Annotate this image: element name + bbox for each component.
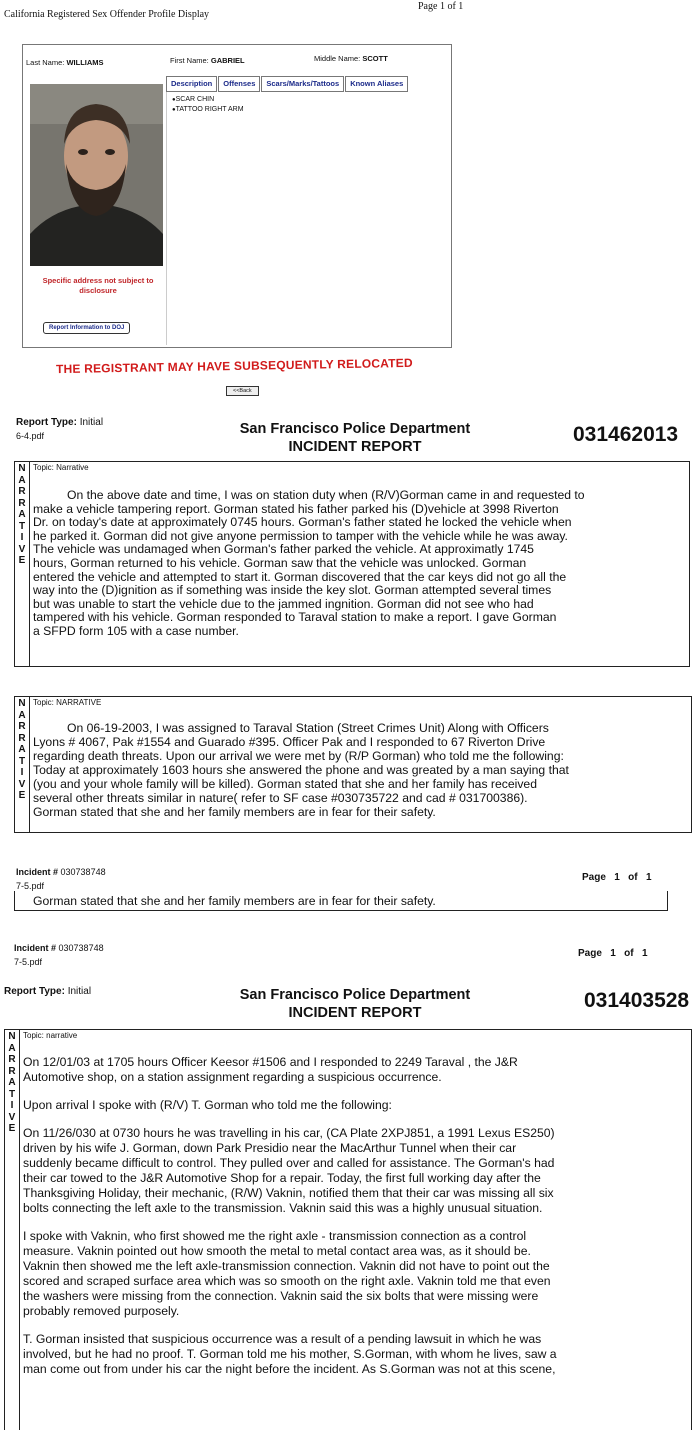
narrative-line: suddenly became difficult to control. They pulled over and called for assistance. The Gorman's had [23,1156,555,1170]
narrative-line: The vehicle was undamaged when Gorman's father parked the vehicle. At approximatly 1745 [33,542,534,557]
narrative-line: several other threats similar in nature( refer to SF case #030735722 and cad # 031700386). [33,791,528,805]
narrative-line: their car towed to the J&R Automotive Shop for a repair. Today, the first full working day after the [23,1171,541,1185]
narrative-line: On the above date and time, I was on station duty when (R/V)Gorman came in and requested to [67,488,585,502]
narrative-box [14,461,690,667]
description-panel [166,92,452,345]
narrative-line: Today at approximately 1603 hours she answered the phone and was greated by a man saying that [33,763,569,777]
narrative-line: driven by his wife J. Gorman, down Park Presidio near the MacArthur Tunnel when their car [23,1141,517,1155]
narrative-box-2 [14,696,692,833]
department-name: San Francisco Police Department [239,421,471,437]
narrative-line: Upon arrival I spoke with (R/V) T. Gorman who told me the following: [23,1098,392,1112]
address-note: Specific address not subject to disclosure [42,276,154,295]
narrative-line: way into the (D)ignition as if something was inside the key slot. Gorman attempted several times [33,583,552,598]
narrative-line: hours, Gorman returned to his vehicle. Gorman saw that the vehicle was unlocked. Gorman [33,555,527,570]
relocated-notice: THE REGISTRANT MAY HAVE SUBSEQUENTLY RELOCATED [55,355,413,377]
narrative-line: measure. Vaknin pointed out how smooth the metal to metal contact area was, as it should be. [23,1244,531,1258]
file-name: 7-5.pdf [14,957,43,967]
case-number: 031462013 [573,423,679,446]
report-to-doj-button[interactable]: Report Information to DOJ [43,322,130,334]
tab-offenses[interactable]: Offenses [218,76,260,92]
narrative-line: On 12/01/03 at 1705 hours Officer Keesor #1506 and I responded to 2249 Taraval , the J&R [23,1055,518,1069]
narrative-line: involved, but he had no proof. T. Gorman told me his mother, S.Gorman, with whom he lives, saw a [23,1347,557,1361]
list-item: ● SCAR CHIN [172,95,244,105]
narrative-line: a SFPD form 105 with a case number. [33,623,239,638]
marks-list [172,95,244,115]
department-heading [196,986,514,1022]
narrative-line: Vaknin then showed me the left axle-transmission connection. Vaknin did not have to point out the [23,1259,550,1273]
topic-label: Topic: Narrative [33,463,89,472]
profile-header-title: California Registered Sex Offender Profile Display [4,9,210,20]
narrative-paragraph [23,1055,557,1085]
page-indicator: Page 1 of 1 [582,872,652,883]
list-item: ● TATTOO RIGHT ARM [172,105,244,115]
narrative-box-3 [4,1029,692,1430]
narrative-line: regarding death threats. Upon our arrival we were met by (R/P Gorman) who told me the following: [33,749,564,763]
page-indicator: Page 1 of 1 [578,948,648,959]
narrative-line: bolts connecting the left axle to the transmission. Vaknin said this was a highly unusual situation. [23,1201,543,1215]
offender-photo [30,84,163,266]
narrative-line: man come out from under his car the night before the incident. As S.Gorman was not at this scene, [23,1362,556,1376]
document-title: INCIDENT REPORT [288,1005,422,1021]
narrative-line: probably removed purposely. [23,1304,180,1318]
last-name-field: Last Name: WILLIAMS [26,58,104,67]
file-name: 6-4.pdf [16,431,45,441]
narrative-line: Gorman stated that she and her family members are in fear for their safety. [33,805,436,819]
narrative-line: I spoke with Vaknin, who first showed me the right axle - transmission connection as a control [23,1229,527,1243]
department-name: San Francisco Police Department [239,987,471,1003]
narrative-line: scored and scraped surface area which was so smooth on the right axle. Vaknin told me that even [23,1274,551,1288]
narrative-line: On 06-19-2003, I was assigned to Taraval Station (Street Crimes Unit) Along with Officers [67,721,549,735]
tab-description[interactable]: Description [166,76,217,92]
incident-number: Incident # 030738748 [16,867,106,877]
first-name-field: First Name: GABRIEL [170,56,245,65]
report-type: Report Type: Initial [4,986,92,997]
case-number: 031403528 [584,989,690,1012]
report-type: Report Type: Initial [16,417,104,428]
department-heading [200,420,510,456]
middle-name-field: Middle Name: SCOTT [314,54,388,63]
tab-scars-marks-tattoos[interactable]: Scars/Marks/Tattoos [261,76,344,92]
profile-page-label: Page 1 of 1 [418,1,464,12]
topic-label: Topic: narrative [23,1031,78,1040]
narrative-text [33,721,569,819]
back-button[interactable]: <<Back [226,386,259,396]
narrative-line: tampered with his vehicle. Gorman responded to Taraval station to make a report. I gave Gorman [33,610,557,625]
incident-number: Incident # 030738748 [14,943,104,953]
narrative-line: make a vehicle tampering report. Gorman stated his father parked his (D)vehicle at 3998 Riverton [33,501,559,516]
narrative-paragraph [23,1098,557,1113]
profile-tabs [166,76,409,92]
narrative-line: the washers were missing from the connection. Vaknin said the six bolts that were missing were [23,1289,539,1303]
narrative-paragraph [23,1229,557,1319]
side-letters: N A R R A T I V E [5,1030,20,1430]
narrative-line: Dr. on today's date at approximately 0745 hours. Gorman's father stated he locked the vehicle when [33,515,572,530]
portrait-image [30,84,163,266]
topic-label: Topic: NARRATIVE [33,698,102,707]
narrative-line: Automotive shop, on a station assignment regarding a suspicious occurrence. [23,1070,442,1084]
narrative-line: (you and your whole family will be killed). Gorman stated that she and her family has received [33,777,537,791]
narrative-text [23,1055,557,1377]
side-letters: N A R R A T I V E [15,697,30,832]
narrative-line: entered the vehicle and attempted to start it. Gorman discovered that the car keys did not go all the [33,569,567,584]
tab-known-aliases[interactable]: Known Aliases [345,76,408,92]
file-name: 7-5.pdf [16,881,45,891]
narrative-paragraph [23,1126,557,1216]
narrative-line: but was unable to start the vehicle due to the jammed ingnition. Gorman did not see who had [33,596,534,611]
side-letters: N A R R A T I V E [15,462,30,666]
narrative-line: T. Gorman insisted that suspicious occurrence was a result of a pending lawsuit in which he was [23,1332,542,1346]
narrative-line: On 11/26/030 at 0730 hours he was travelling in his car, (CA Plate 2XPJ851, a 1991 Lexus ES250) [23,1126,555,1140]
narrative-line: he parked it. Gorman did not give anyone permission to tamper with the vehicle while he was away. [33,528,568,543]
narrative-line: Thanksgiving Holiday, their mechanic, (R/W) Vaknin, notified them that their car was missing all six [23,1186,554,1200]
document-title: INCIDENT REPORT [288,439,422,455]
narrative-line: Lyons # 4067, Pak #1554 and Guarado #395. Officer Pak and I responded to 67 Riverton Drive [33,735,546,749]
narrative-paragraph [23,1332,557,1377]
repeated-line: Gorman stated that she and her family members are in fear for their safety. [14,891,668,911]
narrative-text [33,489,585,639]
